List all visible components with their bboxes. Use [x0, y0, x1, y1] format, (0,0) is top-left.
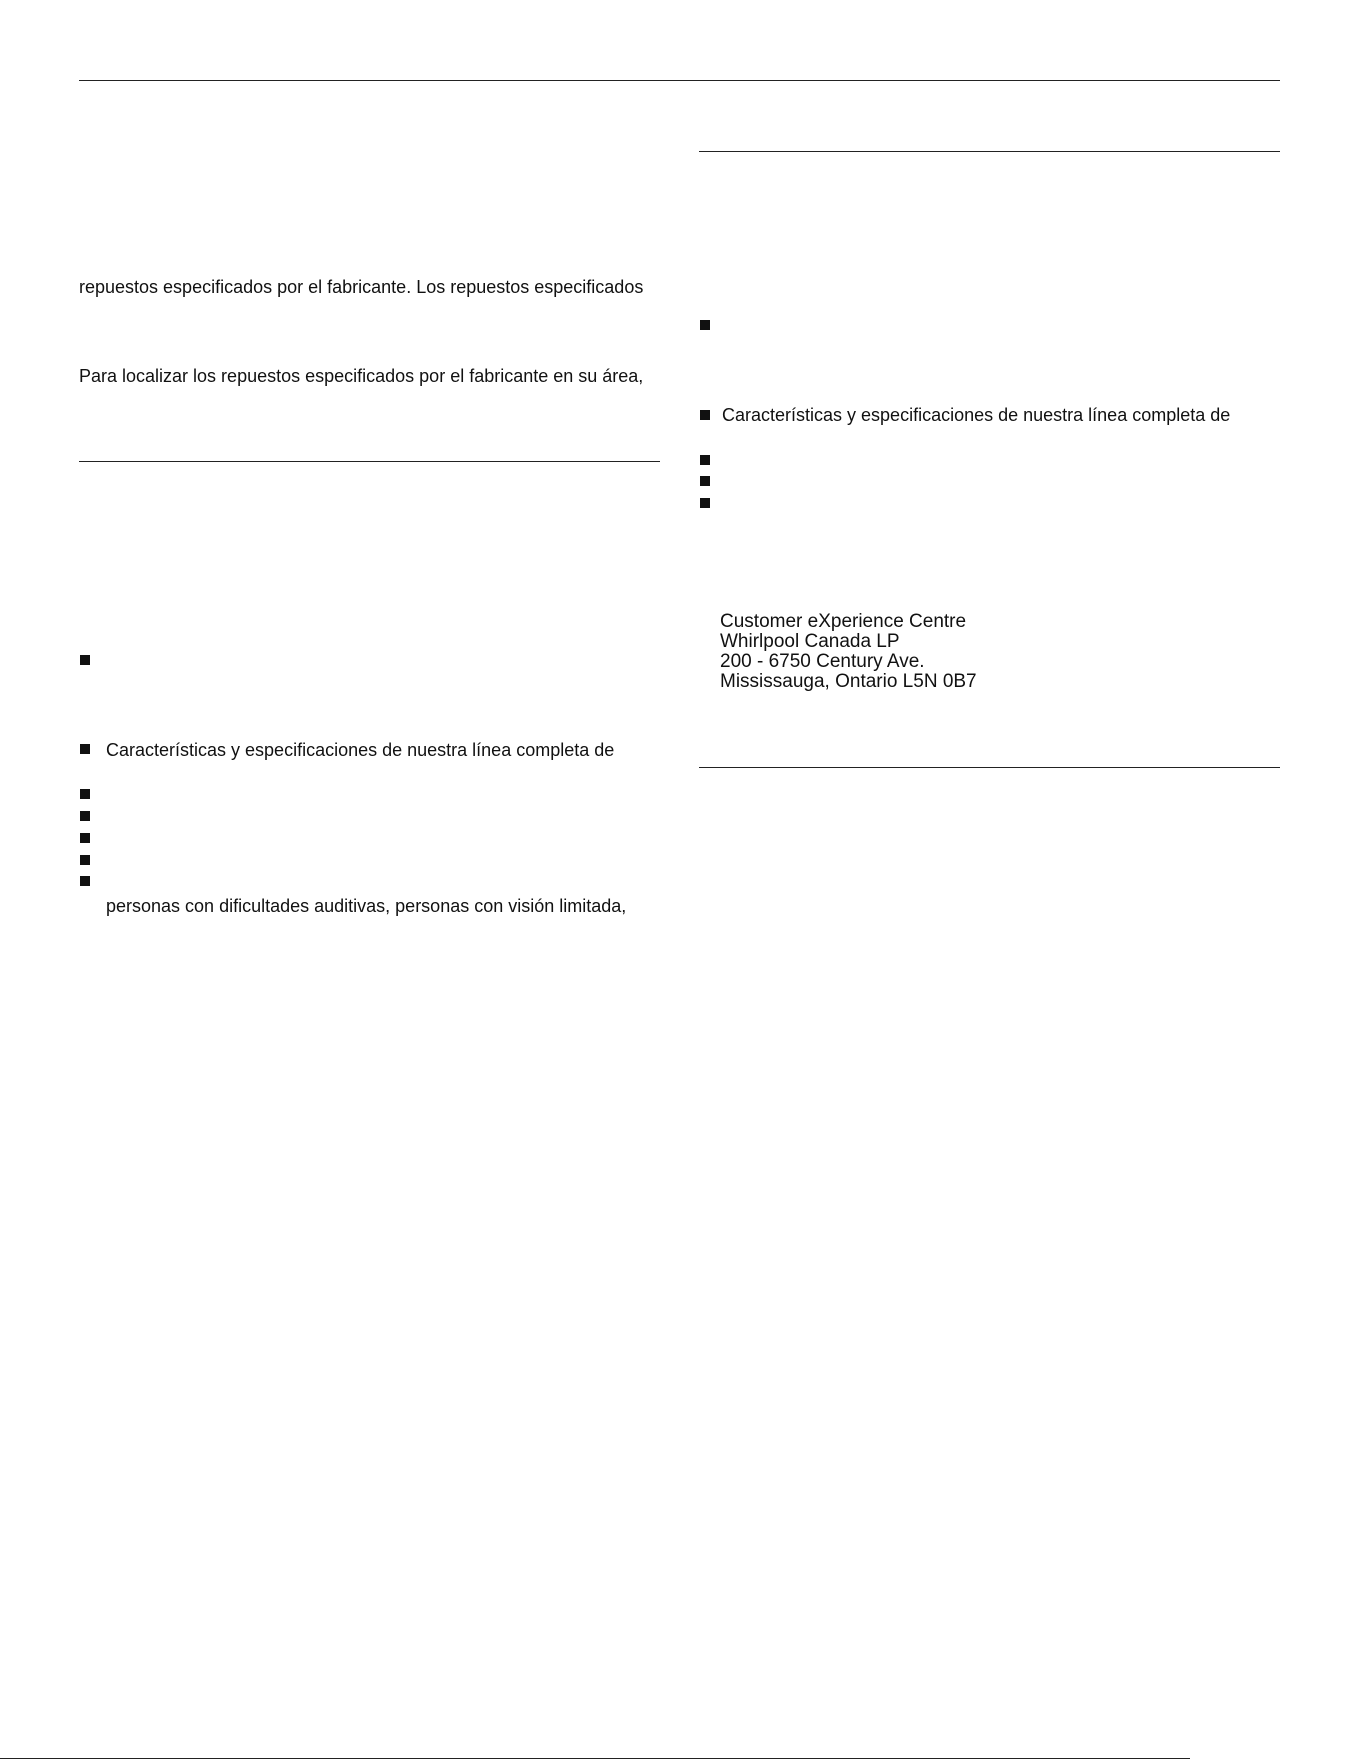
- right-bullet-1: [700, 320, 710, 330]
- left-bullet-6: [80, 855, 90, 865]
- left-bullet-caracteristicas-text: Características y especificaciones de nuestra línea completa de: [106, 740, 615, 760]
- right-bullet-2: [700, 410, 710, 420]
- left-text-repuestos: repuestos especificados por el fabricante. Los repuestos especificados: [79, 277, 644, 297]
- left-bullet-2: [80, 744, 90, 754]
- address-line-4: Mississauga, Ontario L5N 0B7: [720, 671, 977, 692]
- right-section-rule-2: [699, 767, 1280, 768]
- address-line-2: Whirlpool Canada LP: [720, 631, 900, 652]
- top-rule: [79, 80, 1280, 81]
- left-bullet-4: [80, 811, 90, 821]
- footer-mark: [1211, 1747, 1361, 1755]
- left-bullet-7: [80, 876, 90, 886]
- left-text-personas: personas con dificultades auditivas, personas con visión limitada,: [106, 896, 627, 916]
- left-text-localizar: Para localizar los repuestos especificados por el fabricante en su área,: [79, 366, 644, 386]
- address-line-1: Customer eXperience Centre: [720, 611, 967, 632]
- address-block: [720, 612, 977, 692]
- left-section-rule: [79, 461, 660, 462]
- right-bullet-caracteristicas-text: Características y especificaciones de nuestra línea completa de: [722, 405, 1231, 425]
- right-bullet-5: [700, 498, 710, 508]
- left-bullet-1: [80, 655, 90, 665]
- address-line-3: 200 - 6750 Century Ave.: [720, 651, 925, 672]
- right-bullet-4: [700, 476, 710, 486]
- left-bullet-5: [80, 833, 90, 843]
- right-bullet-3: [700, 455, 710, 465]
- bottom-rule: [0, 1758, 1190, 1759]
- right-section-rule-1: [699, 151, 1280, 152]
- left-bullet-3: [80, 789, 90, 799]
